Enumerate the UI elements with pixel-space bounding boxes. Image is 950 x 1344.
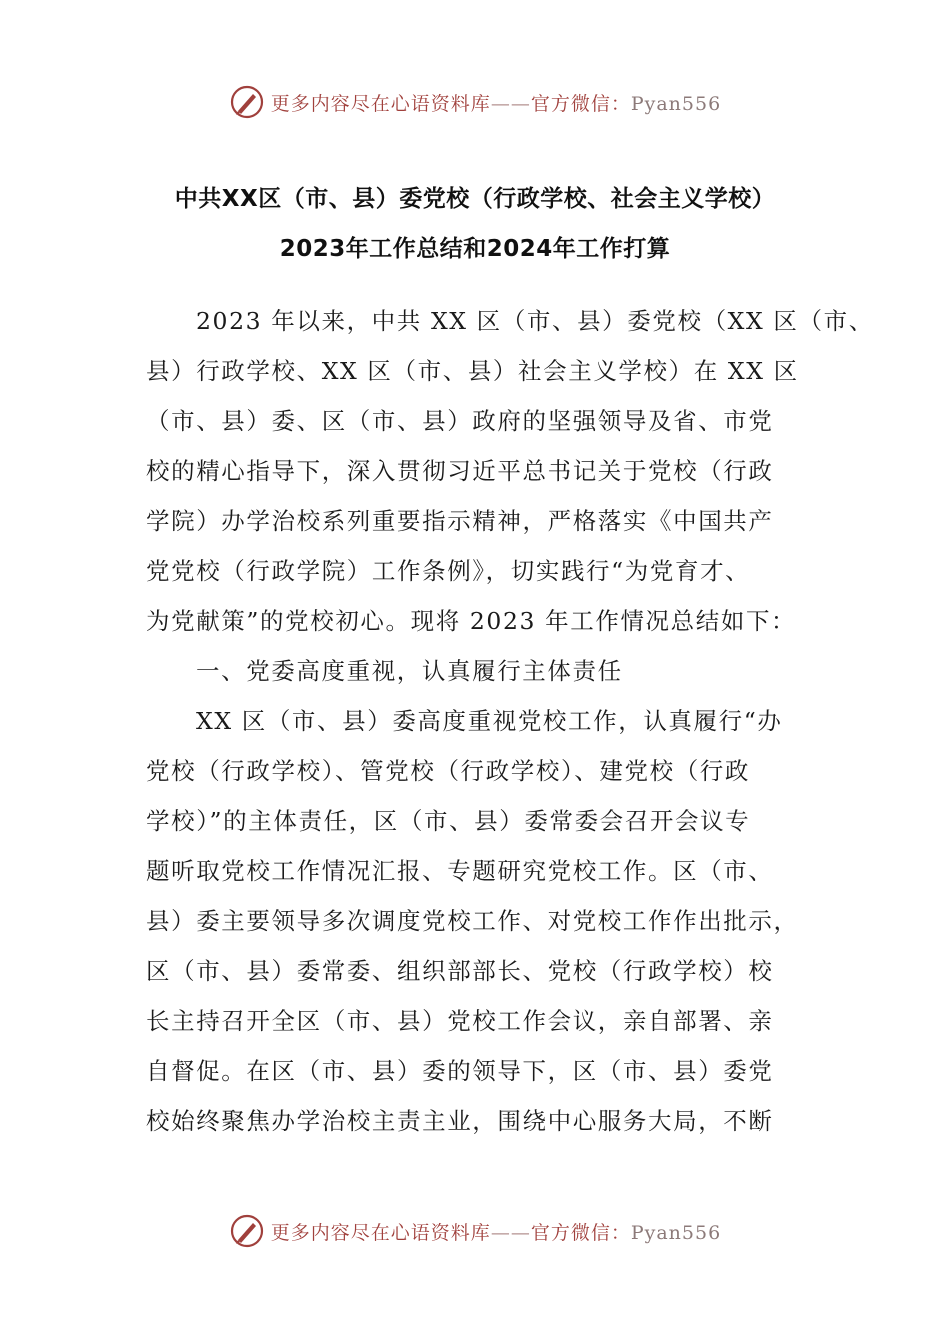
- body-line: 县）委主要领导多次调度党校工作、对党校工作作出批示，: [146, 907, 799, 935]
- body-line: 学校）”的主体责任，区（市、县）委常委会召开会议专: [146, 807, 751, 835]
- body-line: （市、县）委、区（市、县）政府的坚强领导及省、市党: [146, 407, 774, 435]
- body-line: 校始终聚焦办学治校主责主业，围绕中心服务大局，不断: [146, 1107, 774, 1135]
- watermark-separator: ——: [490, 1221, 531, 1244]
- body-line: 自督促。在区（市、县）委的领导下，区（市、县）委党: [146, 1057, 774, 1085]
- body-line: 党校（行政学校）、管党校（行政学校）、建党校（行政: [146, 757, 750, 785]
- document-title-line-1: 中共XX区（市、县）委党校（行政学校、社会主义学校）: [174, 186, 776, 212]
- body-line: 区（市、县）委常委、组织部部长、党校（行政学校）校: [146, 957, 774, 985]
- watermark-label: 官方微信：: [530, 92, 631, 115]
- footer-watermark: [0, 1211, 950, 1251]
- watermark-label: 官方微信：: [530, 1221, 631, 1244]
- watermark-text: [271, 89, 721, 116]
- watermark-brand: 更多内容尽在心语资料库: [270, 92, 491, 115]
- watermark-brand: 更多内容尽在心语资料库: [270, 1221, 491, 1244]
- body-line: 题听取党校工作情况汇报、专题研究党校工作。区（市、: [146, 857, 774, 885]
- watermark-wechat-id: Pyan556: [630, 1221, 722, 1244]
- body-line: 为党献策”的党校初心。现将 2023 年工作情况总结如下：: [146, 607, 797, 635]
- watermark-separator: ——: [490, 92, 531, 115]
- pen-logo-icon: [229, 1213, 265, 1249]
- watermark-text: [271, 1218, 721, 1245]
- watermark-wechat-id: Pyan556: [630, 92, 722, 115]
- body-line: 学院）办学治校系列重要指示精神，严格落实《中国共产: [146, 507, 774, 535]
- body-line: 县）行政学校、XX 区（市、县）社会主义学校）在 XX 区: [146, 357, 799, 385]
- body-line: 校的精心指导下，深入贯彻习近平总书记关于党校（行政: [146, 457, 774, 485]
- body-line: 2023 年以来，中共 XX 区（市、县）委党校（XX 区（市、: [196, 307, 874, 335]
- body-line: XX 区（市、县）委高度重视党校工作，认真履行“办: [196, 707, 783, 735]
- document-title-line-2: 2023年工作总结和2024年工作打算: [279, 236, 671, 262]
- section-heading: 一、党委高度重视，认真履行主体责任: [196, 657, 623, 685]
- header-watermark: [0, 82, 950, 122]
- pen-logo-icon: [229, 84, 265, 120]
- body-line: 长主持召开全区（市、县）党校工作会议，亲自部署、亲: [146, 1007, 774, 1035]
- body-line: 党党校（行政学院）工作条例》，切实践行“为党育才、: [146, 557, 751, 585]
